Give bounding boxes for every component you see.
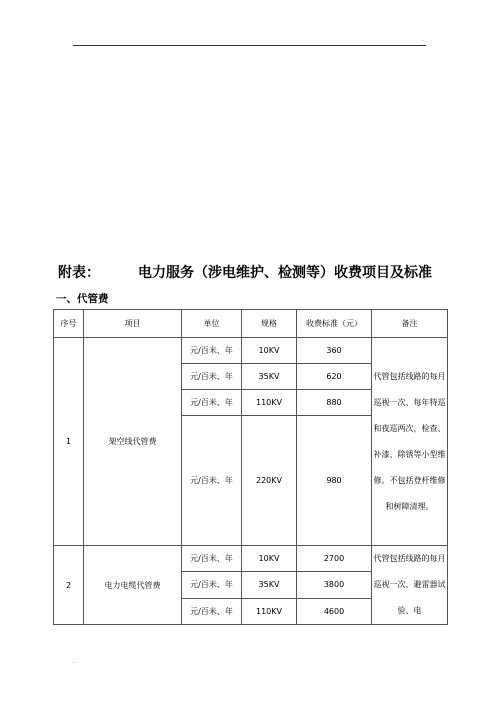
item-name: 电力电缆代管费 bbox=[84, 546, 182, 625]
price-cell: 620 bbox=[297, 364, 372, 390]
note-cell: 代管包括线路的每月巡视一次、避雷器试验、电 bbox=[372, 546, 448, 625]
unit-cell: 元/百米、年 bbox=[182, 416, 242, 546]
price-cell: 360 bbox=[297, 338, 372, 364]
header-cell-no: 序号 bbox=[54, 310, 84, 338]
row-number: 1 bbox=[54, 338, 84, 546]
spec-cell: 220KV bbox=[242, 416, 297, 546]
note-cell: 代管包括线路的每月巡视一次、每年特巡和夜巡两次，检查、补漆、除锈等小型维修。不包括登杆维修和树障清理。 bbox=[372, 338, 448, 546]
header-dot: . bbox=[422, 36, 424, 43]
header-rule bbox=[73, 45, 426, 46]
table-header-row bbox=[54, 310, 448, 338]
unit-cell: 元/百米、年 bbox=[182, 572, 242, 598]
item-name: 架空线代管费 bbox=[84, 338, 182, 546]
spec-cell: 110KV bbox=[242, 598, 297, 624]
header-cell-note: 备注 bbox=[372, 310, 448, 338]
page-title: 电力服务（涉电维护、检测等）收费项目及标准 bbox=[138, 265, 432, 281]
fee-table bbox=[53, 309, 448, 625]
price-cell: 2700 bbox=[297, 546, 372, 572]
footer-dot: . bbox=[73, 658, 75, 665]
row-number: 2 bbox=[54, 546, 84, 625]
spec-cell: 35KV bbox=[242, 572, 297, 598]
spec-cell: 35KV bbox=[242, 364, 297, 390]
header-cell-unit: 单位 bbox=[182, 310, 242, 338]
price-cell: 880 bbox=[297, 390, 372, 416]
unit-cell: 元/百米、年 bbox=[182, 338, 242, 364]
header-cell-price: 收费标准（元） bbox=[297, 310, 372, 338]
price-cell: 3800 bbox=[297, 572, 372, 598]
unit-cell: 元/百米、年 bbox=[182, 598, 242, 624]
price-cell: 4600 bbox=[297, 598, 372, 624]
header-cell-spec: 规格 bbox=[242, 310, 297, 338]
table-row bbox=[54, 546, 448, 572]
unit-cell: 元/百米、年 bbox=[182, 390, 242, 416]
spec-cell: 10KV bbox=[242, 546, 297, 572]
section-title: 一、代管费 bbox=[56, 293, 109, 305]
header-cell-item: 项目 bbox=[84, 310, 182, 338]
unit-cell: 元/百米、年 bbox=[182, 364, 242, 390]
price-cell: 980 bbox=[297, 416, 372, 546]
unit-cell: 元/百米、年 bbox=[182, 546, 242, 572]
spec-cell: 10KV bbox=[242, 338, 297, 364]
appendix-label: 附表： bbox=[58, 265, 100, 281]
table-row bbox=[54, 338, 448, 364]
spec-cell: 110KV bbox=[242, 390, 297, 416]
